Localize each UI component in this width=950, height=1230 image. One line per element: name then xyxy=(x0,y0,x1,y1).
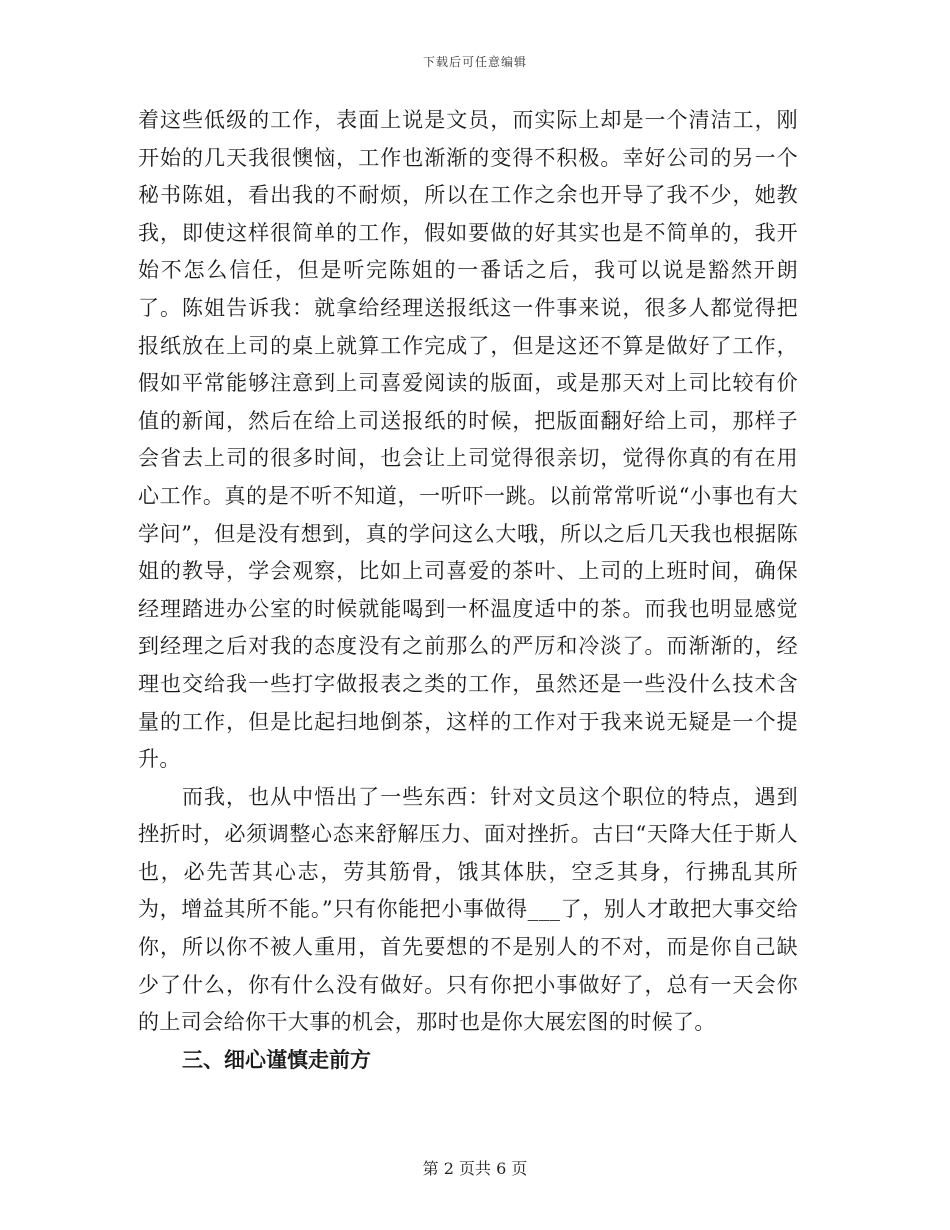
paragraph-continuation: 着这些低级的工作，表面上说是文员，而实际上却是一个清洁工，刚开始的几天我很懊恼，工作也渐渐的变得不积极。幸好公司的另一个秘书陈姐，看出我的不耐烦，所以在工作之余也开导了我不少，她教我，即使这样很简单的工作，假如要做的好其实也是不简单的，我开始不怎么信任，但是听完陈姐的一番话之后，我可以说是豁然开朗了。陈姐告诉我：就拿给经理送报纸这一件事来说，很多人都觉得把报纸放在上司的桌上就算工作完成了，但是这还不算是做好了工作，假如平常能够注意到上司喜爱阅读的版面，或是那天对上司比较有价值的新闻，然后在给上司送报纸的时候，把版面翻好给上司，那样子会省去上司的很多时间，也会让上司觉得很亲切，觉得你真的有在用心工作。真的是不听不知道，一听吓一跳。以前常常听说“小事也有大学问”，但是没有想到，真的学问这么大哦，所以之后几天我也根据陈姐的教导，学会观察，比如上司喜爱的茶叶、上司的上班时间，确保经理踏进办公室的时候就能喝到一杯温度适中的茶。而我也明显感觉到经理之后对我的态度没有之前那么的严厉和冷淡了。而渐渐的，经理也交给我一些打字做报表之类的工作，虽然还是一些没什么技术含量的工作，但是比起扫地倒茶，这样的工作对于我来说无疑是一个提升。 xyxy=(138,108,798,772)
section-heading: 三、细心谨慎走前方 xyxy=(182,1047,371,1072)
page-header: 下载后可任意编辑 xyxy=(422,55,527,69)
document-body xyxy=(138,102,798,1079)
page-number: 第 2 页共 6 页 xyxy=(422,1159,528,1178)
paragraph-reflection: 而我，也从中悟出了一些东西：针对文员这个职位的特点，遇到挫折时，必须调整心态来舒解压力、面对挫折。古曰“天降大任于斯人也，必先苦其心志，劳其筋骨，饿其体肤，空乏其身，行拂乱其所为，增益其所不能。”只有你能把小事做得___了，别人才敢把大事交给你，所以你不被人重用，首先要想的不是别人的不对，而是你自己缺少了什么，你有什么没有做好。只有你把小事做好了，总有一天会你的上司会给你干大事的机会，那时也是你大展宏图的时候了。 xyxy=(138,784,798,1035)
